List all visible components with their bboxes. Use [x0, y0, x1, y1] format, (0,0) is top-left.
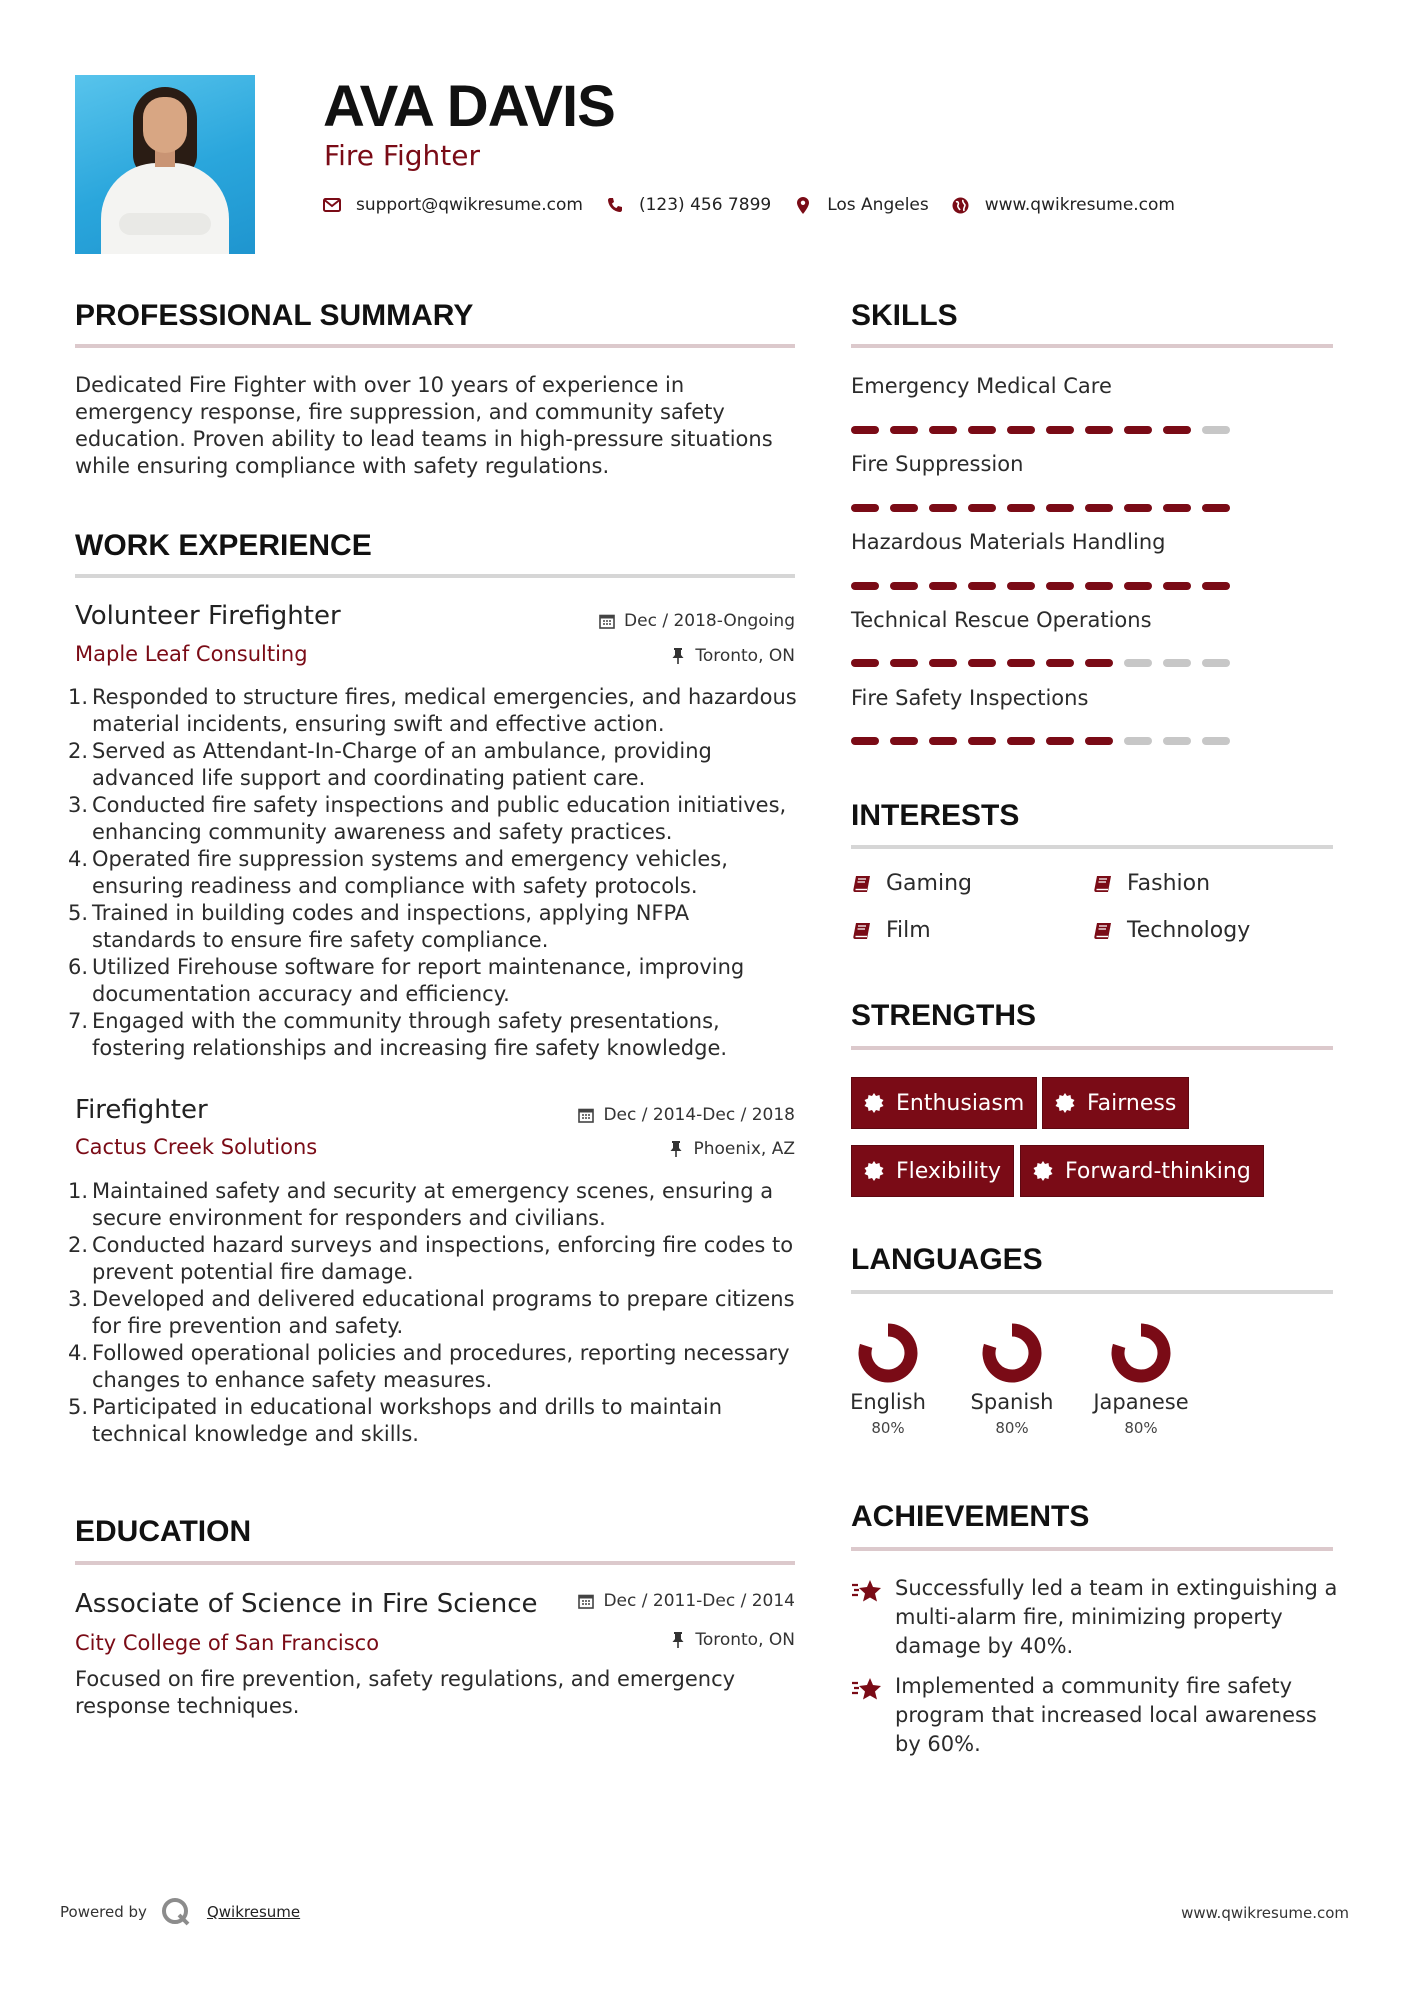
map-pin-icon	[793, 195, 813, 215]
skill-segment-filled	[1046, 659, 1074, 667]
book-icon	[851, 920, 873, 942]
job-title: Volunteer Firefighter	[75, 601, 341, 631]
thumbtack-icon	[667, 1140, 685, 1158]
skill-segment-filled	[929, 737, 957, 745]
skill-segment-filled	[890, 737, 918, 745]
interests-divider	[851, 845, 1333, 849]
skill-segment-filled	[1007, 659, 1035, 667]
achievements-divider	[851, 1547, 1333, 1551]
skill-segment-empty	[1124, 659, 1152, 667]
education-date	[577, 1590, 795, 1612]
languages-heading: LANGUAGES	[851, 1243, 1043, 1276]
skill-segment-empty	[1202, 659, 1230, 667]
skill-segment-filled	[1085, 737, 1113, 745]
education-date-text: Dec / 2011-Dec / 2014	[603, 1591, 795, 1611]
skill-segment-filled	[1085, 582, 1113, 590]
skill-segment-filled	[1007, 426, 1035, 434]
skill-segment-filled	[851, 582, 879, 590]
candidate-title: Fire Fighter	[324, 139, 480, 172]
work-divider	[75, 574, 795, 578]
powered-by-label: Powered by	[60, 1903, 147, 1921]
strength-tag: Flexibility	[851, 1145, 1014, 1197]
school-name: City College of San Francisco	[75, 1631, 380, 1655]
strengths-heading: STRENGTHS	[851, 999, 1037, 1032]
language-ring-arc	[989, 1330, 1035, 1376]
star-icon	[851, 1674, 885, 1704]
list-item: 4. Operated fire suppression systems and emergency vehicles, ensuring readiness and compliance with safety protocols.	[68, 847, 728, 898]
skills-divider	[851, 344, 1333, 348]
interest-item: Gaming	[851, 870, 972, 898]
education-description: Focused on fire prevention, safety regulations, and emergency response techniques.	[75, 1667, 736, 1718]
brand-link[interactable]: Qwikresume	[206, 1903, 301, 1921]
globe-icon	[951, 195, 971, 215]
skill-level-bar	[851, 737, 1241, 745]
skill-level-bar	[851, 582, 1241, 590]
interest-item: Fashion	[1092, 870, 1210, 898]
job-date	[598, 610, 795, 632]
job-location	[669, 645, 795, 667]
skill-segment-filled	[929, 659, 957, 667]
job-title: Firefighter	[75, 1095, 208, 1125]
list-item: 2. Served as Attendant-In-Charge of an ambulance, providing advanced life support and coordinating patient care.	[68, 739, 712, 790]
book-icon	[851, 873, 873, 895]
star-icon	[851, 1576, 885, 1606]
skill-segment-filled	[968, 582, 996, 590]
skill-segment-filled	[1124, 582, 1152, 590]
list-item: 4. Followed operational policies and procedures, reporting necessary changes to enhance safety measures.	[68, 1341, 790, 1392]
skill-segment-filled	[851, 426, 879, 434]
book-icon	[1092, 920, 1114, 942]
skills-heading: SKILLS	[851, 299, 958, 332]
skill-segment-filled	[1046, 737, 1074, 745]
skill-segment-filled	[1007, 737, 1035, 745]
badge-icon	[864, 1093, 884, 1113]
email-text: support@qwikresume.com	[356, 195, 583, 215]
skill-name: Fire Suppression	[851, 452, 1024, 476]
list-item: 5. Participated in educational workshops and drills to maintain technical knowledge and skills.	[68, 1395, 723, 1446]
skill-segment-empty	[1163, 737, 1191, 745]
skill-segment-filled	[890, 659, 918, 667]
thumbtack-icon	[669, 1631, 687, 1649]
skill-segment-filled	[1202, 504, 1230, 512]
skill-segment-filled	[968, 737, 996, 745]
interests-heading: INTERESTS	[851, 799, 1020, 832]
list-item: 6. Utilized Firehouse software for report maintenance, improving documentation accuracy and efficiency.	[68, 955, 745, 1006]
work-heading: WORK EXPERIENCE	[75, 529, 372, 562]
list-item: 3. Conducted fire safety inspections and public education initiatives, enhancing community awareness and safety practices.	[68, 793, 787, 844]
skill-segment-filled	[1007, 504, 1035, 512]
contact-location	[793, 195, 929, 215]
skill-segment-filled	[1007, 582, 1035, 590]
phone-text: (123) 456 7899	[638, 195, 772, 215]
education-heading: EDUCATION	[75, 1515, 252, 1548]
thumbtack-icon	[669, 647, 687, 665]
calendar-icon	[598, 612, 616, 630]
skill-name: Hazardous Materials Handling	[851, 530, 1166, 554]
summary-heading: PROFESSIONAL SUMMARY	[75, 299, 474, 332]
education-location	[669, 1629, 795, 1651]
skill-segment-filled	[890, 426, 918, 434]
skill-name: Emergency Medical Care	[851, 374, 1112, 398]
list-item: 2. Conducted hazard surveys and inspections, enforcing fire codes to prevent potential fire damage.	[68, 1233, 794, 1284]
degree-title: Associate of Science in Fire Science	[75, 1589, 538, 1619]
strength-tag: Forward-thinking	[1020, 1145, 1264, 1197]
skill-segment-filled	[851, 659, 879, 667]
badge-icon	[1055, 1093, 1075, 1113]
summary-text: Dedicated Fire Fighter with over 10 years of experience in emergency response, fire suppression, and community safety education. Proven ability to lead teams in high-pressure situations while ensuring compliance with safety regulations.	[75, 373, 773, 478]
skill-segment-filled	[929, 504, 957, 512]
education-location-text: Toronto, ON	[695, 1630, 795, 1650]
interest-item: Technology	[1092, 917, 1250, 945]
profile-photo	[75, 75, 255, 254]
skill-segment-filled	[1085, 659, 1113, 667]
badge-icon	[1033, 1161, 1053, 1181]
job-location-text: Phoenix, AZ	[693, 1139, 795, 1159]
skill-segment-empty	[1202, 737, 1230, 745]
job-date	[577, 1104, 795, 1126]
contact-email[interactable]	[322, 195, 583, 215]
achievements-heading: ACHIEVEMENTS	[851, 1500, 1090, 1533]
skill-segment-filled	[1046, 426, 1074, 434]
job-company: Cactus Creek Solutions	[75, 1135, 318, 1159]
skill-segment-filled	[890, 582, 918, 590]
languages-divider	[851, 1290, 1333, 1294]
language-ring-arc	[1118, 1330, 1164, 1376]
strengths-divider	[851, 1046, 1333, 1050]
skill-level-bar	[851, 426, 1241, 434]
footer-website[interactable]: www.qwikresume.com	[1181, 1904, 1349, 1922]
job-location-text: Toronto, ON	[695, 646, 795, 666]
skill-segment-filled	[890, 504, 918, 512]
skill-segment-filled	[1163, 504, 1191, 512]
language-ring-arc	[865, 1330, 911, 1376]
language-item: Spanish 80%	[957, 1322, 1067, 1438]
language-ring	[857, 1322, 919, 1384]
job-responsibilities	[68, 1178, 798, 1448]
strength-tag: Fairness	[1042, 1077, 1189, 1129]
job-location	[667, 1138, 795, 1160]
summary-divider	[75, 344, 795, 348]
skill-segment-filled	[968, 504, 996, 512]
location-text: Los Angeles	[827, 195, 929, 215]
badge-icon	[864, 1161, 884, 1181]
list-item: 1. Maintained safety and security at emergency scenes, ensuring a secure environment for responders and civilians.	[68, 1179, 774, 1230]
calendar-icon	[577, 1592, 595, 1610]
phone-icon	[605, 195, 625, 215]
skill-segment-filled	[1046, 504, 1074, 512]
interest-item: Film	[851, 917, 931, 945]
website-text: www.qwikresume.com	[984, 195, 1175, 215]
skill-segment-filled	[929, 582, 957, 590]
job-date-text: Dec / 2018-Ongoing	[624, 611, 795, 631]
skill-segment-filled	[1202, 582, 1230, 590]
qwikresume-logo-icon	[161, 1897, 191, 1927]
language-item: English 80%	[833, 1322, 943, 1438]
job-responsibilities	[68, 684, 798, 1062]
skill-segment-filled	[1085, 504, 1113, 512]
education-divider	[75, 1561, 795, 1565]
list-item: 1. Responded to structure fires, medical emergencies, and hazardous material incidents, ensuring swift and effective action.	[68, 685, 797, 736]
skill-level-bar	[851, 659, 1241, 667]
skill-segment-empty	[1124, 737, 1152, 745]
book-icon	[1092, 873, 1114, 895]
skill-segment-filled	[1046, 582, 1074, 590]
achievement-item: Successfully led a team in extinguishing a multi-alarm fire, minimizing property damage by 40%.	[851, 1574, 1341, 1661]
skill-segment-filled	[929, 426, 957, 434]
envelope-icon	[322, 195, 342, 215]
skill-name: Technical Rescue Operations	[851, 608, 1152, 632]
job-company: Maple Leaf Consulting	[75, 642, 308, 666]
list-item: 7. Engaged with the community through safety presentations, fostering relationships and increasing fire safety knowledge.	[68, 1009, 728, 1060]
skill-level-bar	[851, 504, 1241, 512]
skill-segment-filled	[1163, 582, 1191, 590]
skill-segment-filled	[851, 737, 879, 745]
calendar-icon	[577, 1106, 595, 1124]
job-date-text: Dec / 2014-Dec / 2018	[603, 1105, 795, 1125]
list-item: 5. Trained in building codes and inspections, applying NFPA standards to ensure fire safety compliance.	[68, 901, 690, 952]
footer-powered-by	[60, 1897, 300, 1927]
skill-segment-filled	[968, 426, 996, 434]
contact-website[interactable]	[951, 195, 1175, 215]
skill-segment-filled	[1124, 504, 1152, 512]
skill-segment-filled	[1163, 426, 1191, 434]
language-ring	[981, 1322, 1043, 1384]
skill-segment-filled	[968, 659, 996, 667]
contact-bar	[322, 192, 1197, 218]
skill-segment-empty	[1163, 659, 1191, 667]
list-item: 3. Developed and delivered educational programs to prepare citizens for fire prevention and safety.	[68, 1287, 795, 1338]
skill-segment-filled	[1124, 426, 1152, 434]
skill-name: Fire Safety Inspections	[851, 686, 1089, 710]
skill-segment-filled	[851, 504, 879, 512]
contact-phone[interactable]	[605, 195, 771, 215]
strength-tag: Enthusiasm	[851, 1077, 1037, 1129]
skill-segment-empty	[1202, 426, 1230, 434]
language-item: Japanese 80%	[1086, 1322, 1196, 1438]
skill-segment-filled	[1085, 426, 1113, 434]
achievement-item: Implemented a community fire safety program that increased local awareness by 60%.	[851, 1672, 1341, 1759]
language-ring	[1110, 1322, 1172, 1384]
candidate-name: AVA DAVIS	[323, 74, 615, 139]
